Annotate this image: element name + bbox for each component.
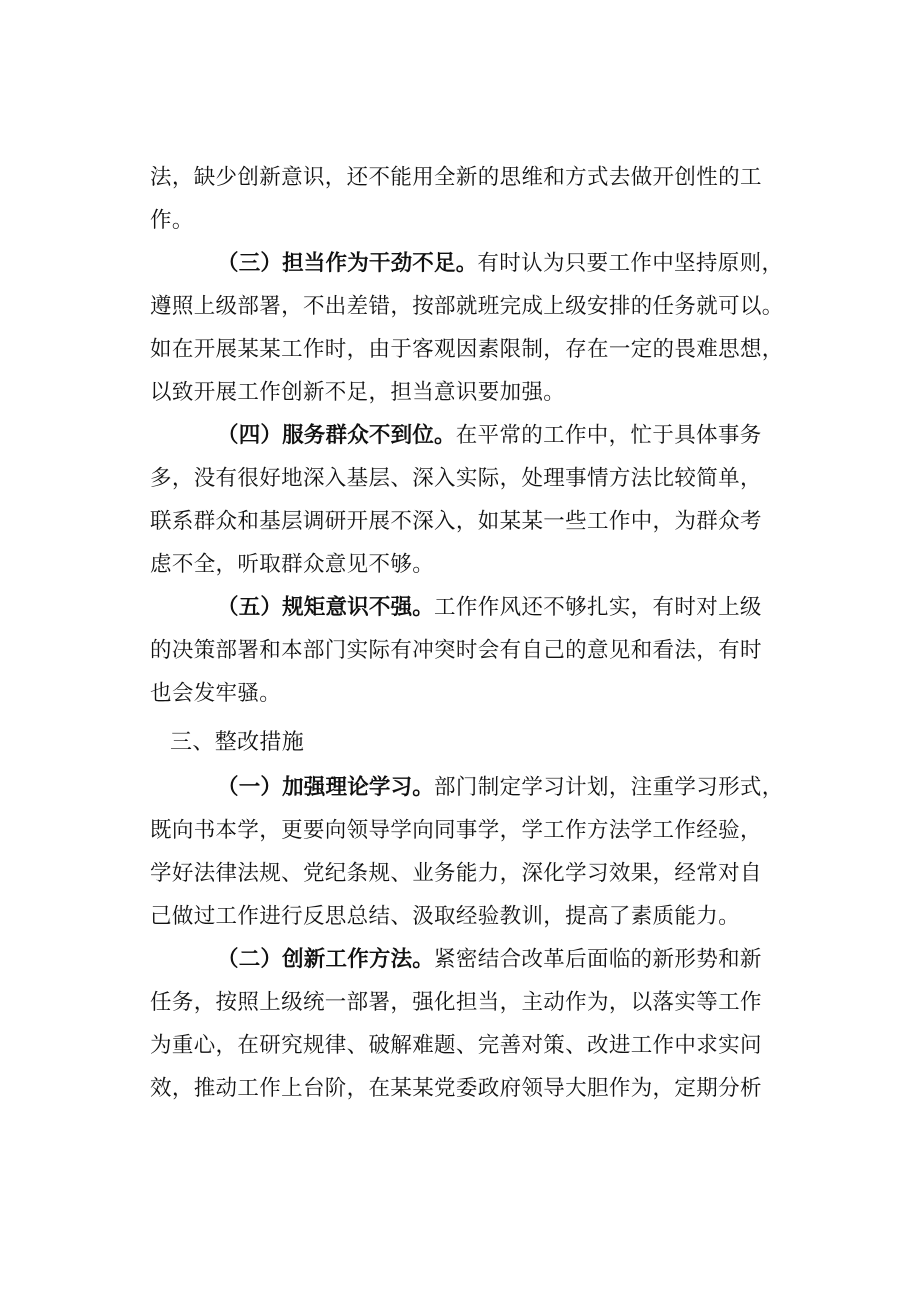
paragraph-text: 在平常的工作中，忙于具体事务 [455,423,762,448]
text-line: 的决策部署和本部门实际有冲突时会有自己的意见和看法，有时 [150,638,762,663]
text-line: 作。 [150,208,194,233]
paragraph-heading: （一）加强理论学习。 [217,775,435,800]
text-line: 遵照上级部署，不出差错，按部就班完成上级安排的任务就可以。 [150,294,784,319]
paragraph-heading: （五）规矩意识不强。 [217,595,435,620]
paragraph-heading: （二）创新工作方法。 [217,947,435,972]
text-line: 多，没有很好地深入基层、深入实际，处理事情方法比较简单， [150,466,762,491]
text-line: 学好法律法规、党纪条规、业务能力，深化学习效果，经常对自 [150,861,762,886]
text-line: 虑不全，听取群众意见不够。 [150,552,435,577]
paragraph-start [217,249,813,279]
text-line: 效，推动工作上台阶，在某某党委政府领导大胆作为，定期分析 [150,1076,762,1101]
text-line: 任务，按照上级统一部署，强化担当，主动作为，以落实等工作 [150,990,762,1015]
section-heading: 三、整改措施 [170,730,305,755]
paragraph-heading: （三）担当作为干劲不足。 [217,251,478,276]
paragraph-start [217,773,813,803]
text-line: 以致开展工作创新不足，担当意识要加强。 [150,380,566,405]
text-line: 己做过工作进行反思总结、汲取经验教训，提高了素质能力。 [150,904,740,929]
paragraph-text: 紧密结合改革后面临的新形势和新 [434,947,762,972]
paragraph-text: 有时认为只要工作中坚持原则， [477,251,784,276]
paragraph-text: 工作作风还不够扎实，有时对上级 [434,595,762,620]
text-line: 如在开展某某工作时，由于客观因素限制，存在一定的畏难思想， [150,337,784,362]
paragraph-heading: （四）服务群众不到位。 [217,423,456,448]
text-line: 也会发牢骚。 [150,681,282,706]
paragraph-start [217,593,813,623]
text-line: 联系群众和基层调研开展不深入，如某某一些工作中，为群众考 [150,509,762,534]
paragraph-start [217,945,813,975]
text-line: 为重心，在研究规律、破解难题、完善对策、改进工作中求实问 [150,1033,762,1058]
paragraph-start [217,421,813,451]
paragraph-text: 部门制定学习计划，注重学习形式， [434,775,784,800]
text-line: 既向书本学，更要向领导学向同事学，学工作方法学工作经验， [150,818,762,843]
text-line: 法，缺少创新意识，还不能用全新的思维和方式去做开创性的工 [150,165,762,190]
